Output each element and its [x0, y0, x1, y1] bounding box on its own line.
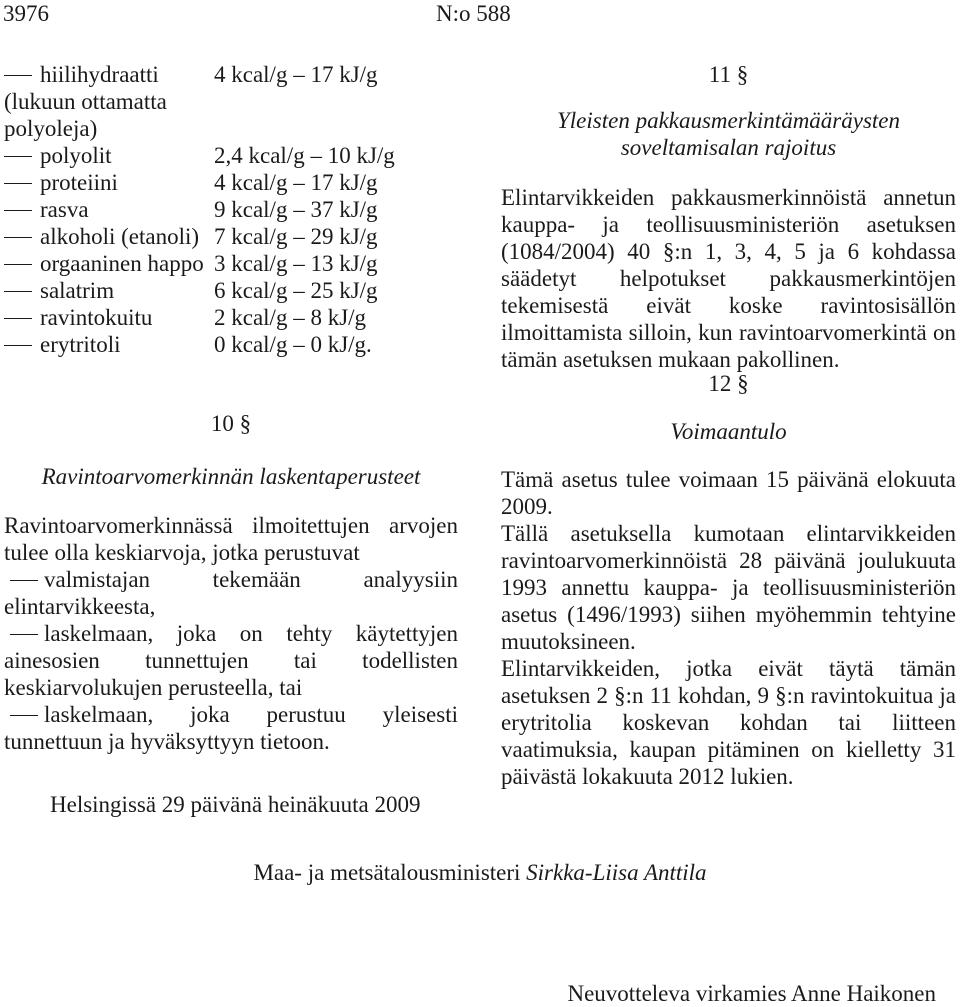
- table-row: [4, 61, 395, 88]
- nutrient-value: 4 kcal/g – 17 kJ/g: [214, 170, 378, 195]
- section-10-title: Ravintoarvomerkinnän laskentaperusteet: [41, 464, 421, 489]
- dash-icon: [4, 345, 32, 346]
- nutrient-value: 9 kcal/g – 37 kJ/g: [214, 197, 378, 222]
- nutrient-name: hiilihydraatti: [4, 61, 214, 88]
- section-10-intro: Ravintoarvomerkinnässä ilmoitettujen arvojen tulee olla keskiarvoja, jotka perustuvat: [4, 513, 458, 565]
- nutrient-name: polyolit: [4, 142, 214, 169]
- table-row: [4, 196, 395, 223]
- dash-icon: [10, 634, 38, 635]
- nutrient-name: alkoholi (etanoli): [4, 223, 214, 250]
- nutrient-value: 7 kcal/g – 29 kJ/g: [214, 224, 378, 249]
- dash-icon: [10, 715, 38, 716]
- dash-icon: [4, 156, 32, 157]
- dash-icon: [4, 75, 32, 76]
- table-row: [4, 331, 395, 358]
- dash-icon: [10, 580, 38, 581]
- section-11-title-line-2: soveltamisalan rajoitus: [620, 135, 837, 160]
- section-12-paragraph: Elintarvikkeiden, jotka eivät täytä tämän asetuksen 2 §:n 11 kohdan, 9 §:n ravintokuitua ja erytritolia koskevan kohdan tai liitteen vaatimuksia, kaupan pitäminen on kielletty 31 päivästä lokakuuta 2012 lukien.: [501, 656, 956, 789]
- nutrient-name-continued: (lukuun ottamatta: [4, 89, 167, 114]
- minister-signature: [0, 859, 960, 886]
- nutrient-name: rasva: [4, 196, 214, 223]
- dash-icon: [4, 291, 32, 292]
- minister-title: Maa- ja metsätalousministeri: [253, 860, 521, 885]
- table-row: [4, 304, 395, 331]
- section-12-title: Voimaantulo: [670, 419, 787, 444]
- table-row: [4, 115, 395, 142]
- section-11-number: 11 §: [708, 62, 749, 87]
- nutrient-value: 2 kcal/g – 8 kJ/g: [214, 305, 367, 330]
- table-row: [4, 250, 395, 277]
- issue-number: N:o 588: [436, 1, 511, 26]
- nutrient-value: 6 kcal/g – 25 kJ/g: [214, 278, 378, 303]
- page-number: 3976: [3, 1, 49, 26]
- section-12-body: [501, 466, 956, 790]
- nutrient-name: salatrim: [4, 277, 214, 304]
- official-signature: Neuvotteleva virkamies Anne Haikonen: [567, 981, 936, 1006]
- section-12-paragraph: Tällä asetuksella kumotaan elintarvikkeiden ravintoarvomerkinnöistä 28 päivänä joulukuuta 1993 annettu kauppa- ja teollisuusministeriön asetus (1496/1993) siihen myöhemmin tehtyine muutoksineen.: [501, 521, 956, 654]
- table-row: [4, 142, 395, 169]
- section-11-text: Elintarvikkeiden pakkausmerkinnöistä annetun kauppa- ja teollisuusministeriön asetuksen (1084/2004) 40 §:n 1, 3, 4, 5 ja 6 kohdassa säädetyt helpotukset pakkausmerkintöjen tekemisestä eivät koske ravintosisällön ilmoittamista silloin, kun ravintoarvomerkintä on tämän asetuksen mukaan pakollinen.: [501, 185, 956, 372]
- dash-icon: [4, 210, 32, 211]
- nutrient-name: orgaaninen happo: [4, 250, 214, 277]
- nutrient-name: erytritoli: [4, 331, 214, 358]
- nutrient-name-continued: polyoleja): [4, 116, 98, 141]
- dash-icon: [4, 183, 32, 184]
- nutrient-value: 0 kcal/g – 0 kJ/g.: [214, 332, 372, 357]
- place-date: Helsingissä 29 päivänä heinäkuuta 2009: [50, 792, 421, 817]
- section-10-number: 10 §: [210, 411, 252, 436]
- nutrient-value: 2,4 kcal/g – 10 kJ/g: [214, 143, 395, 168]
- dash-icon: [4, 237, 32, 238]
- section-12-paragraph: Tämä asetus tulee voimaan 15 päivänä elokuuta 2009.: [501, 467, 956, 519]
- dash-icon: [4, 264, 32, 265]
- section-10-item: laskelmaan, joka perustuu yleisesti tunnettuun ja hyväksyttyyn tietoon.: [4, 702, 458, 754]
- section-11-title-line-1: Yleisten pakkausmerkintämääräysten: [556, 108, 901, 133]
- energy-value-table: [4, 61, 395, 358]
- nutrient-name: proteiini: [4, 169, 214, 196]
- nutrient-name: ravintokuitu: [4, 304, 214, 331]
- nutrient-value: 3 kcal/g – 13 kJ/g: [214, 251, 378, 276]
- table-row: [4, 223, 395, 250]
- dash-icon: [4, 318, 32, 319]
- table-row: [4, 88, 395, 115]
- section-12-number: 12 §: [708, 371, 749, 396]
- minister-name: Sirkka-Liisa Anttila: [526, 860, 707, 885]
- table-row: [4, 277, 395, 304]
- section-10-body: [4, 512, 458, 755]
- section-11-body: [501, 184, 956, 373]
- nutrient-value: 4 kcal/g – 17 kJ/g: [214, 62, 378, 87]
- section-10-item: valmistajan tekemään analyysiin elintarvikkeesta,: [4, 567, 458, 619]
- table-row: [4, 169, 395, 196]
- section-10-item: laskelmaan, joka on tehty käytettyjen ainesosien tunnettujen tai todellisten keskiarvolukujen perusteella, tai: [4, 621, 458, 700]
